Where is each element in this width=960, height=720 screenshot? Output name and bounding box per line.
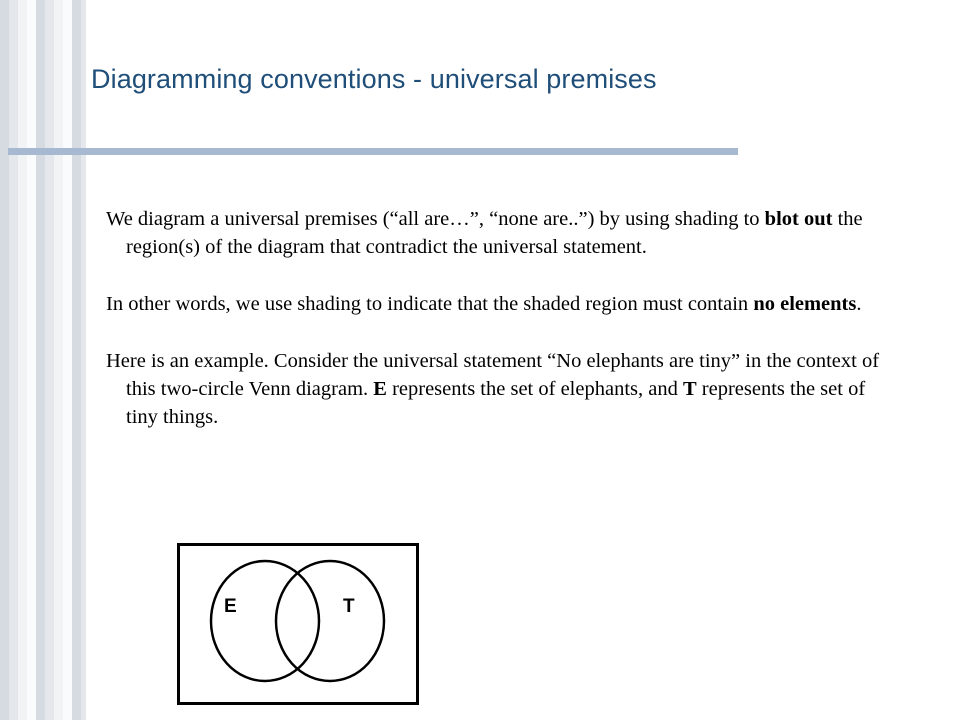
paragraph-1-bold-blot-out: blot out [764, 208, 833, 230]
paragraph-3-text-2: represents the set of elephants, and [386, 378, 683, 400]
circle-e [211, 561, 319, 681]
paragraph-2-text-2: . [856, 293, 862, 315]
paragraph-3-text-3: represents the set of tiny things. [126, 378, 866, 428]
paragraph-1-text-2: the region(s) of the diagram that contradict the universal statement. [126, 208, 863, 258]
paragraph-2 [106, 290, 896, 318]
slide-title: Diagramming conventions - universal premises [91, 64, 657, 94]
title-underline [8, 148, 738, 155]
paragraph-1 [106, 205, 896, 261]
circle-t [276, 561, 384, 681]
universe-rectangle [179, 545, 418, 704]
paragraph-3-bold-t: T [682, 378, 697, 400]
paragraph-2-text-1: In other words, we use shading to indicate that the shaded region must contain [106, 293, 754, 315]
paragraph-3-text-1: Here is an example. Consider the universal statement “No elephants are tiny” in the context of this two-circle Venn diagram. [106, 350, 880, 400]
venn-diagram [177, 543, 419, 705]
label-e: E [224, 596, 237, 617]
label-t: T [343, 596, 355, 617]
paragraph-3 [106, 347, 896, 431]
paragraph-3-bold-e: E [373, 378, 387, 400]
paragraph-2-bold-no-elements: no elements [753, 293, 857, 315]
slide-body [106, 205, 896, 460]
paragraph-1-text-1: We diagram a universal premises (“all are…”, “none are..”) by using shading to [106, 208, 765, 230]
